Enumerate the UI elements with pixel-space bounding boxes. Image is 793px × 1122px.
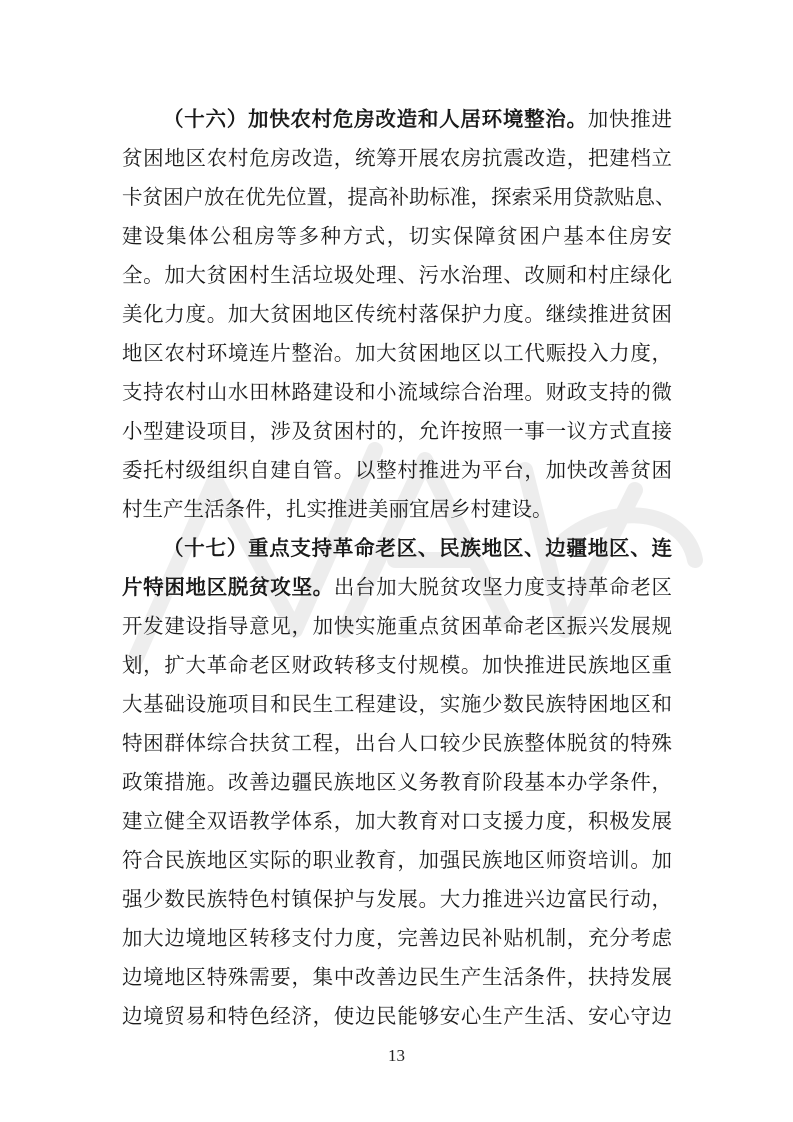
text-line: 片特困地区脱贫攻坚。出台加大脱贫攻坚力度支持革命老区 bbox=[122, 575, 673, 599]
text-line: 委托村级组织自建自管。以整村推进为平台，加快改善贫困 bbox=[122, 458, 672, 482]
text-line: （十六）加快农村危房改造和人居环境整治。加快推进 bbox=[163, 107, 672, 131]
text-line: 边境贸易和特色经济，使边民能够安心生产生活、安心守边 bbox=[122, 1004, 672, 1028]
text-line: 建设集体公租房等多种方式，切实保障贫困户基本住房安 bbox=[122, 224, 672, 248]
section-heading-continued: 片特困地区脱贫攻坚。 bbox=[122, 575, 334, 599]
text-line: 贫困地区农村危房改造，统筹开展农房抗震改造，把建档立 bbox=[122, 146, 672, 170]
text-line: 加大边境地区转移支付力度，完善边民补贴机制，充分考虑 bbox=[122, 926, 672, 950]
text-line: 小型建设项目，涉及贫困村的，允许按照一事一议方式直接 bbox=[122, 419, 672, 443]
section-heading: （十六）加快农村危房改造和人居环境整治。 bbox=[163, 107, 588, 131]
text-line: 强少数民族特色村镇保护与发展。大力推进兴边富民行动， bbox=[122, 887, 672, 911]
text-line: 支持农村山水田林路建设和小流域综合治理。财政支持的微 bbox=[122, 380, 672, 404]
text-line: 符合民族地区实际的职业教育，加强民族地区师资培训。加 bbox=[122, 848, 672, 872]
text-line: 建立健全双语教学体系，加大教育对口支援力度，积极发展 bbox=[122, 809, 672, 833]
text-line: 全。加大贫困村生活垃圾处理、污水治理、改厕和村庄绿化 bbox=[122, 263, 672, 287]
text-line: 划，扩大革命老区财政转移支付规模。加快推进民族地区重 bbox=[122, 653, 672, 677]
text-line: 地区农村环境连片整治。加大贫困地区以工代赈投入力度， bbox=[122, 341, 672, 365]
text-line: 特困群体综合扶贫工程，出台人口较少民族整体脱贫的特殊 bbox=[122, 731, 672, 755]
text-line: 开发建设指导意见，加快实施重点贫困革命老区振兴发展规 bbox=[122, 614, 672, 638]
text-line: 边境地区特殊需要，集中改善边民生产生活条件，扶持发展 bbox=[122, 965, 672, 989]
text-line bbox=[163, 528, 672, 568]
text-line: 卡贫困户放在优先位置，提高补助标准，探索采用贷款贴息、 bbox=[122, 185, 676, 209]
text-line: 美化力度。加大贫困地区传统村落保护力度。继续推进贫困 bbox=[122, 302, 672, 326]
text-line: 大基础设施项目和民生工程建设，实施少数民族特困地区和 bbox=[122, 692, 672, 716]
section-heading: （十七）重点支持革命老区、民族地区、边疆地区、连 bbox=[163, 536, 672, 560]
text-line: 村生产生活条件，扎实推进美丽宜居乡村建设。 bbox=[122, 497, 553, 521]
text-line: 政策措施。改善边疆民族地区义务教育阶段基本办学条件， bbox=[122, 770, 672, 794]
page-number: 13 bbox=[388, 1046, 405, 1065]
